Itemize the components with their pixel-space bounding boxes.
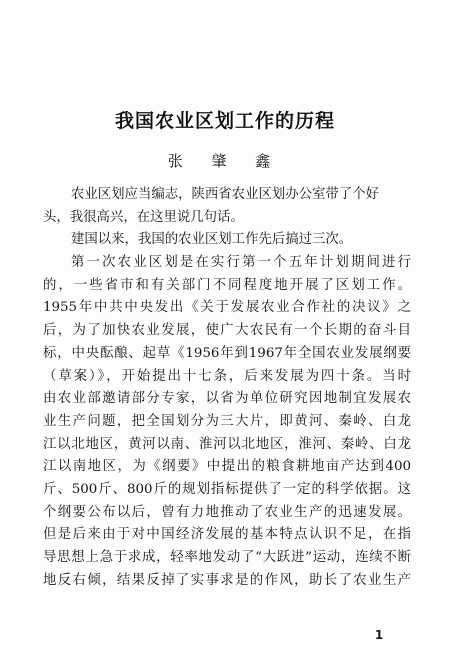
- text-line: 导思想上急于求成，轻率地发动了“大跃进”运动，连续不断: [43, 550, 411, 565]
- text-line: 个纲要公布以后，曾有力地推动了农业生产的迅速发展。: [43, 504, 411, 520]
- text-line: 第一次农业区划是在实行第一个五年计划期间进行: [71, 255, 411, 271]
- text-line: 头，我很高兴，在这里说几句话。: [43, 209, 244, 225]
- text-line: 建国以来，我国的农业区划工作先后搞过三次。: [71, 232, 353, 248]
- text-line: 的，一些省市和有关部门不同程度地开展了区划工作。: [43, 277, 411, 293]
- text-line: 但是后来由于对中国经济发展的基本特点认识不足，在指: [43, 527, 411, 543]
- text-line: 标，中央酝酿、起草《1956年到1967年全国农业发展纲要: [43, 345, 411, 361]
- text-line: 后，为了加快农业发展，使广大农民有一个长期的奋斗目: [43, 323, 411, 339]
- text-line: （草案）》，开始提出十七条，后来发展为四十条。当时: [43, 368, 411, 384]
- text-line: 1955年中共中央发出《关于发展农业合作社的决议》之: [43, 300, 411, 316]
- page-number: 1: [374, 628, 384, 642]
- text-line: 地反右倾，结果反掉了实事求是的作风，助长了农业生产: [43, 572, 411, 588]
- text-line: 业生产问题，把全国划分为三大片，即黄河、秦岭、白龙: [43, 413, 411, 429]
- text-line: 农业区划应当编志，陕西省农业区划办公室带了个好: [71, 187, 379, 202]
- document-author: 张 肇 鑫: [167, 152, 283, 170]
- body-text: [43, 184, 411, 592]
- document-title: 我国农业区划工作的历程: [114, 110, 335, 132]
- text-line: 由农业部邀请部分专家，以省为单位研究因地制宜发展农: [43, 391, 411, 407]
- text-line: 江以南地区，为《纲要》中提出的粮食耕地亩产达到400: [43, 459, 411, 475]
- text-line: 斤、500斤、800斤的规划指标提供了一定的科学依据。这: [43, 481, 411, 497]
- text-line: 江以北地区，黄河以南、淮河以北地区，淮河、秦岭、白龙: [43, 436, 411, 452]
